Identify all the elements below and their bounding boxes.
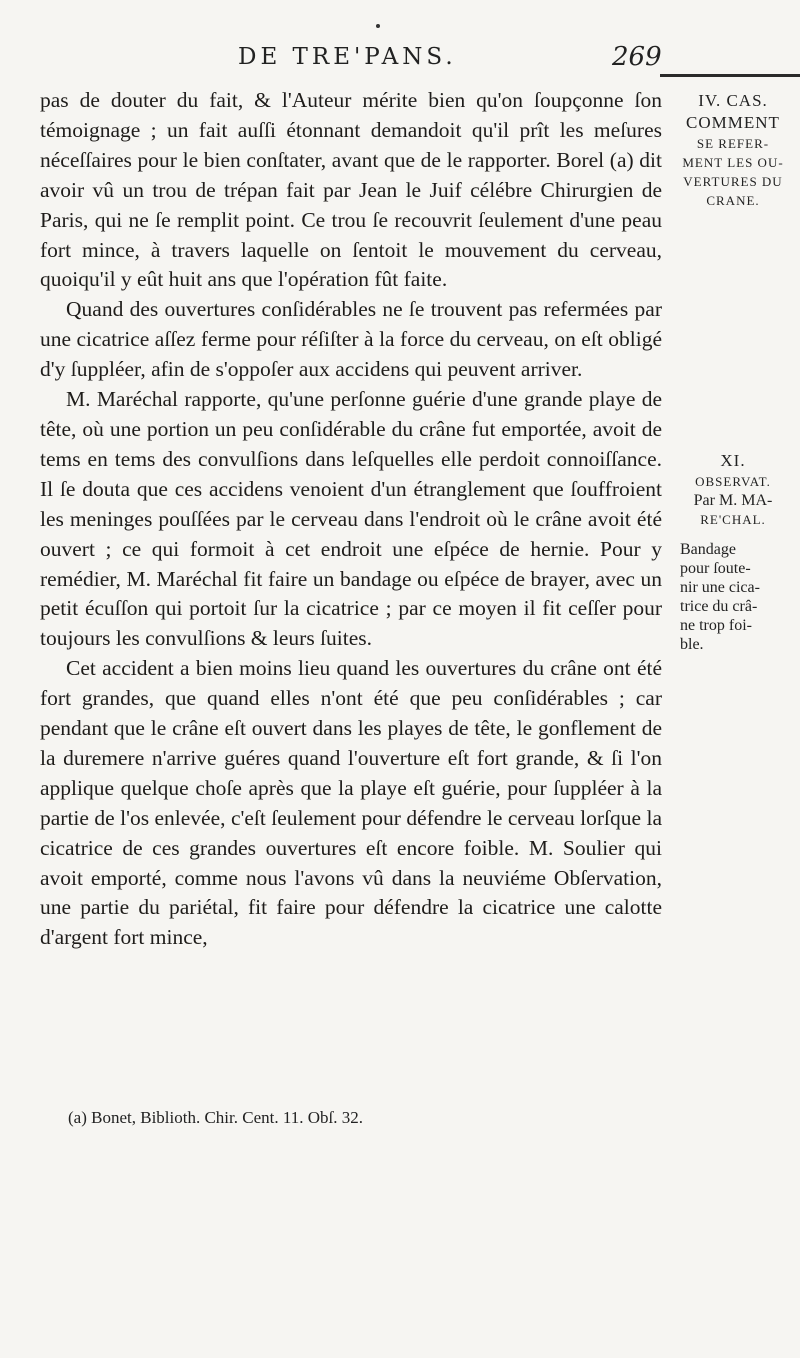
margin-note-bandage (680, 540, 798, 654)
margin-note-line: trice du crâ- (680, 598, 758, 615)
margin-note-line: SE REFER- (696, 136, 770, 151)
paragraph-3: M. Maréchal rapporte, qu'une perſonne guérie d'une grande playe de tête, où une portion un peu conſidérable du crâne fut emportée, avoit de tems en tems des convulſions dans leſquelles elle perdoit connoiſſance. Il ſe douta que ces accidens venoient d'un étranglement que ſouffroient les meninges pouſſées par le cerveau dans l'endroit où le crâne avoit été ouvert ; ce qui formoit à cet endroit une eſpéce de hernie. Pour y remédier, M. Maréchal fit faire un bandage ou eſpéce de brayer, avec un petit écuſſon qui portoit ſur la cicatrice ; par ce moyen il fit ceſſer pour toujours les convulſions & leurs ſuites. (40, 387, 662, 651)
margin-note-line: ne trop foi- (680, 617, 752, 634)
margin-note-line: CRANE. (706, 193, 760, 208)
margin-note-line: Par M. MA- (693, 492, 773, 509)
footnote: (a) Bonet, Biblioth. Chir. Cent. 11. Obſ. 32. (68, 1108, 363, 1127)
margin-note-line: VERTURES DU (683, 174, 783, 189)
page-number: 269 (612, 42, 662, 72)
margin-note-line: COMMENT (686, 113, 780, 132)
margin-note-line: IV. CAS. (698, 91, 768, 110)
decorative-dot (376, 24, 380, 28)
margin-note-line: RE'CHAL. (700, 512, 766, 527)
header-rule (660, 74, 800, 77)
paragraph-4: Cet accident a bien moins lieu quand les ouvertures du crâne ont été fort grandes, que quand elles n'ont été que peu conſidérables ; car pendant que le crâne eſt ouvert dans les playes de tête, le gonflement de la duremere n'arrive guéres quand l'ouverture eſt fort grande, & ſi l'on applique quelque choſe après que la playe eſt guérie, pour ſuppléer à la partie de l'os enlevée, c'eſt ſeulement pour défendre le cerveau lorſque la cicatrice de ces grandes ouvertures eſt encore foible. M. Soulier qui avoit emporté, comme nous l'avons vû dans la neuviéme Obſervation, une partie du pariétal, fit faire pour défendre la cicatrice une calotte d'argent fort mince, (40, 656, 662, 950)
margin-note-observation-xi (674, 450, 792, 529)
margin-note-case-iv (674, 90, 792, 210)
running-head: DE TRE'PANS. (238, 44, 457, 70)
paragraph-1: pas de douter du fait, & l'Auteur mérite bien qu'on ſoupçonne ſon témoignage ; un fait auſſi étonnant demandoit qu'il prît les meſures néceſſaires pour le bien conſtater, avant que de le rapporter. Borel (a) dit avoir vû un trou de trépan fait par Jean le Juif célébre Chirurgien de Paris, qui ne ſe remplit point. Ce trou ſe recouvrit ſeulement d'une peau fort mince, à travers laquelle on ſentoit le mouvement du cerveau, quoiqu'il y eût huit ans que l'opération fût faite. (40, 88, 662, 292)
main-text (40, 86, 662, 953)
margin-note-line: XI. (720, 451, 746, 470)
margin-note-line: MENT LES OU- (682, 155, 784, 170)
margin-note-line: ble. (680, 636, 704, 653)
margin-note-line: Bandage (680, 541, 736, 558)
paragraph-2: Quand des ouvertures conſidérables ne ſe trouvent pas refermées par une cicatrice aſſez ferme pour réſiſter à la force du cerveau, on eſt obligé d'y ſuppléer, afin de s'oppoſer aux accidens qui peuvent arriver. (40, 297, 662, 382)
margin-note-line: OBSERVAT. (695, 474, 771, 489)
margin-note-line: pour ſoute- (680, 560, 751, 577)
margin-note-line: nir une cica- (680, 579, 760, 596)
